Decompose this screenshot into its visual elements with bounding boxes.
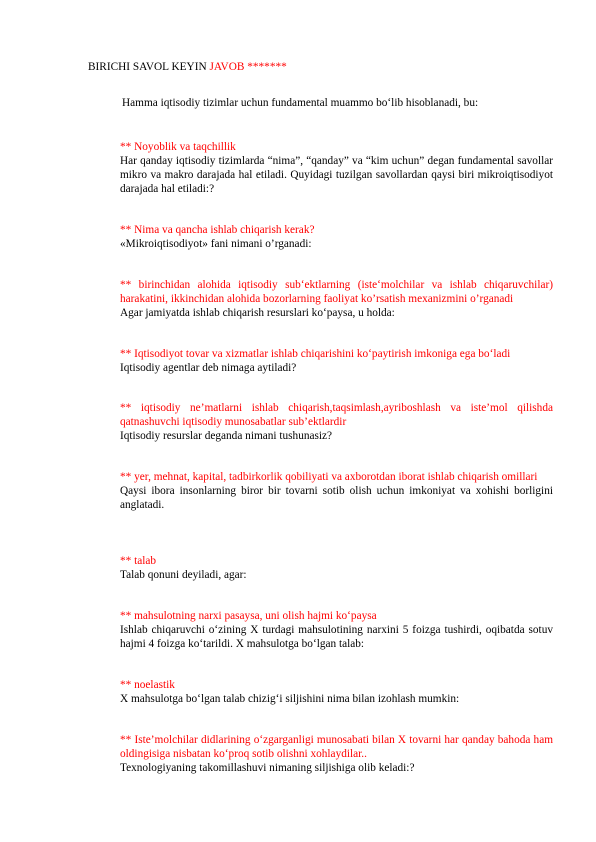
question-text: Agar jamiyatda ishlab chiqarish resurslari ko‘paysa, u holda: [120, 307, 395, 319]
question-text: Texnologiyaning takomillashuvi nimaning siljishiga olib keladi:? [120, 762, 415, 774]
question-text: Talab qonuni deyiladi, agar: [120, 569, 247, 581]
answer-text: ** Iqtisodiyot tovar va xizmatlar ishlab chiqarishini ko‘paytirish imkoniga ega bo‘ladi [120, 348, 511, 360]
qa-block-7 [120, 554, 553, 582]
question-text: Qaysi ibora insonlarning biror bir tovarni sotib olish uchun imkoniyat va xohishi borligini anglatadi. [120, 485, 553, 511]
answer-text: ** mahsulotning narxi pasaysa, uni olish hajmi ko‘paysa [120, 610, 377, 622]
question-text: «Mikroiqtisodiyot» fani nimani o’rganadi: [120, 238, 312, 250]
question-text: Iqtisodiy resurslar deganda nimani tushunasiz? [120, 430, 333, 442]
intro-question: Hamma iqtisodiy tizimlar uchun fundamental muammo bo‘lib hisoblanadi, bu: [122, 97, 479, 109]
qa-block-6 [120, 470, 553, 512]
answer-text: ** talab [120, 555, 157, 567]
qa-block-2 [120, 223, 553, 251]
qa-block-9 [120, 678, 553, 706]
qa-block-8 [120, 609, 553, 651]
qa-block-1 [120, 140, 553, 196]
answer-text: ** noelastik [120, 679, 175, 691]
answer-text: ** Noyoblik va taqchillik [120, 141, 236, 153]
answer-text: ** iqtisodiy ne’matlarni ishlab chiqarish,taqsimlash,ayriboshlash va iste’mol qilishda qatnashuvchi iqtisodiy munosabatlar sub’ektlardir [120, 402, 553, 428]
document-header [88, 60, 287, 74]
answer-text: ** Iste’molchilar didlarining o‘zgarganligi munosabati bilan X tovarni har qanday bahoda ham oldingisiga nisbatan ko‘proq sotib olishni xohlaydilar.. [120, 734, 553, 760]
header-prefix: BIRICHI SAVOL KEYIN [88, 61, 210, 73]
answer-text: ** yer, mehnat, kapital, tadbirkorlik qobiliyati va axborotdan iborat ishlab chiqarish omillari [120, 471, 538, 483]
question-text: X mahsulotga bo‘lgan talab chizig‘i siljishini nima bilan izohlash mumkin: [120, 693, 460, 705]
question-text: Iqtisodiy agentlar deb nimaga aytiladi? [120, 362, 297, 374]
answer-text: ** birinchidan alohida iqtisodiy sub‘ektlarning (iste‘molchilar va ishlab chiqaruvchilar) harakatini, ikkinchidan alohida bozorlarning faoliyat ko’rsatish mexanizmini o’rganadi [120, 279, 553, 305]
qa-block-3 [120, 278, 553, 320]
header-highlight: JAVOB ******* [209, 61, 287, 73]
question-text: Ishlab chiqaruvchi o‘zining X turdagi mahsulotining narxini 5 foizga tushirdi, oqibatda sotuv hajmi 4 foizga ko‘tarildi. X mahsulotga bo‘lgan talab: [120, 624, 553, 650]
qa-block-10 [120, 733, 553, 775]
answer-text: ** Nima va qancha ishlab chiqarish kerak? [120, 224, 315, 236]
question-text: Har qanday iqtisodiy tizimlarda “nima”, “qanday” va “kim uchun” degan fundamental savollar mikro va makro darajada hal etiladi. Quyidagi tuzilgan savollardan qaysi biri mikroiqtisodiyot darajada hal etiladi:? [120, 155, 553, 195]
qa-block-5 [120, 401, 553, 443]
qa-block-4 [120, 347, 553, 375]
